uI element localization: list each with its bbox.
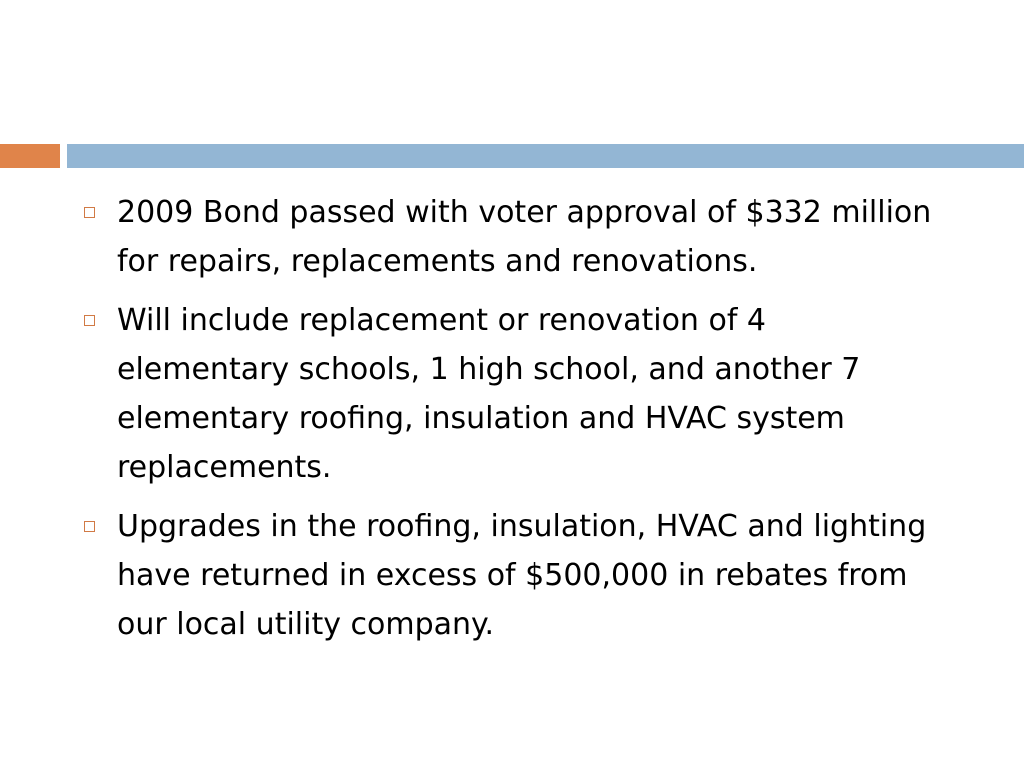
accent-block-left <box>0 144 60 168</box>
bullet-item <box>84 502 944 649</box>
bullet-item <box>84 188 944 286</box>
hollow-square-bullet-icon <box>84 207 95 218</box>
bullet-text: 2009 Bond passed with voter approval of $332 million for repairs, replacements and renovations. <box>117 195 932 279</box>
hollow-square-bullet-icon <box>84 315 95 326</box>
accent-bar-right <box>67 144 1024 168</box>
bullet-text: Upgrades in the roofing, insulation, HVAC and lighting have returned in excess of $500,000 in rebates from our local utility company. <box>117 509 927 642</box>
hollow-square-bullet-icon <box>84 521 95 532</box>
bullet-list <box>84 188 944 659</box>
bullet-item <box>84 296 944 492</box>
bullet-text: Will include replacement or renovation of 4 elementary schools, 1 high school, and another 7 elementary roofing, insulation and HVAC system replacements. <box>117 303 861 485</box>
